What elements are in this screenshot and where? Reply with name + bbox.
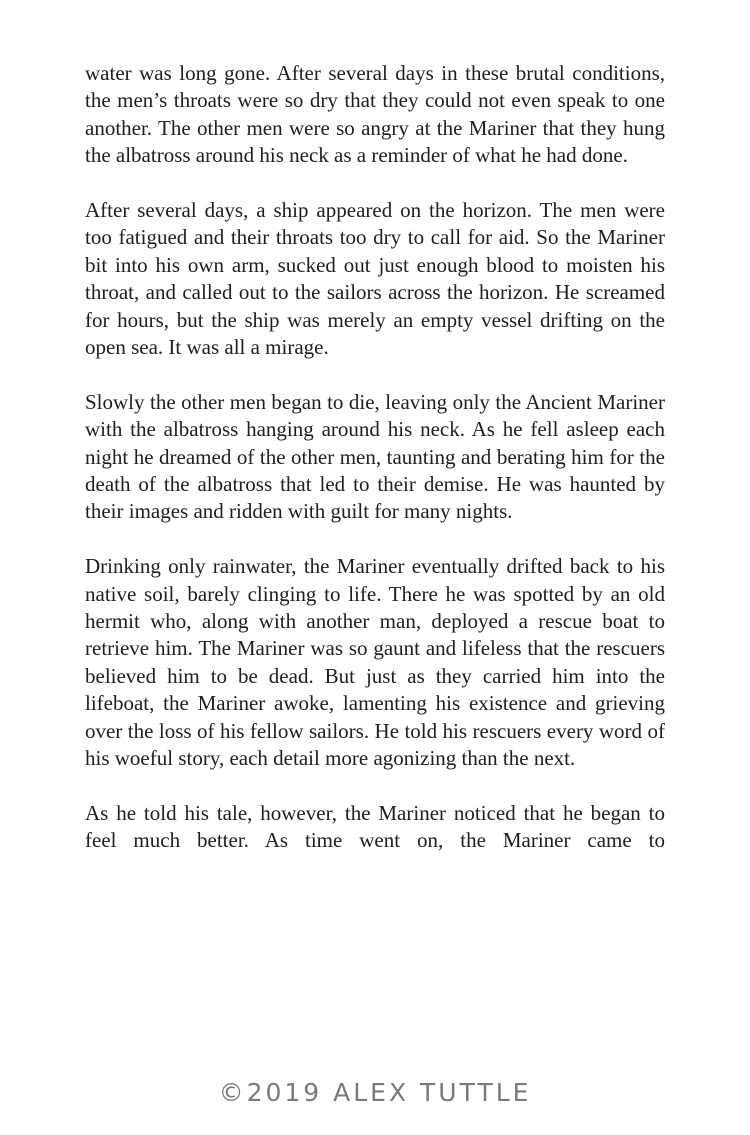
story-text (85, 60, 665, 855)
paragraph-5: As he told his tale, however, the Mariner noticed that he began to feel much better. As time went on, the Mariner came to (85, 800, 665, 853)
paragraph-1: water was long gone. After several days in these brutal conditions, the men’s throats were so dry that they could not even speak to one another. The other men were so angry at the Mariner that they hung the albatross around his neck as a reminder of what he had done. (85, 61, 665, 168)
copyright-footer: ©2019 ALEX TUTTLE (218, 1078, 532, 1107)
paragraph-3: Slowly the other men began to die, leaving only the Ancient Mariner with the albatross hanging around his neck. As he fell asleep each night he dreamed of the other men, taunting and berating him for the death of the albatross that led to their demise. He was haunted by their images and ridden with guilt for many nights. (85, 389, 665, 524)
paragraph-2: After several days, a ship appeared on the horizon. The men were too fatigued and their throats too dry to call for aid. So the Mariner bit into his own arm, sucked out just enough blood to moisten his throat, and called out to the sailors across the horizon. He screamed for hours, but the ship was merely an empty vessel drifting on the open sea. It was all a mirage. (85, 198, 665, 360)
paragraph-4: Drinking only rainwater, the Mariner eventually drifted back to his native soil, barely clinging to life. There he was spotted by an old hermit who, along with another man, deployed a rescue boat to retrieve him. The Mariner was so gaunt and lifeless that the rescuers believed him to be dead. But just as they carried him into the lifeboat, the Mariner awoke, lamenting his existence and grieving over the loss of his fellow sailors. He told his rescuers every word of his woeful story, each detail more agonizing than the next. (85, 554, 665, 771)
